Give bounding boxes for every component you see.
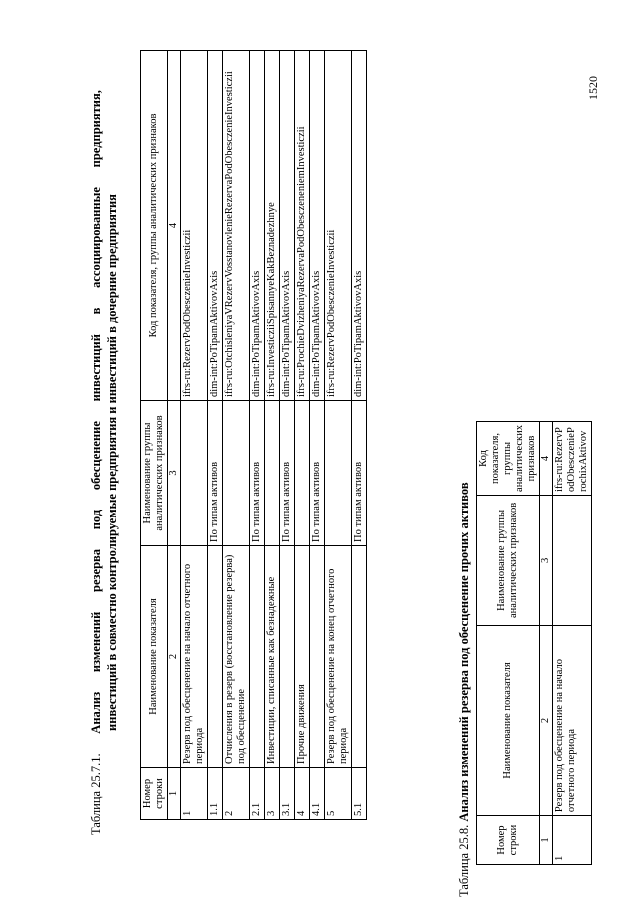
table1-row [223, 51, 250, 820]
table1 [140, 50, 367, 820]
table1-index-row [168, 51, 181, 820]
table1-cell: dim-int:PoTipamAktivovAxis [310, 51, 325, 401]
table1-header-cell: Наименование показателя [141, 546, 168, 768]
table1-cell [325, 401, 352, 546]
table1-caption-word: предприятия, [89, 90, 103, 168]
table1-header-cell: Номер строки [141, 768, 168, 820]
table1-cell [265, 401, 280, 546]
table1-cell: dim-int:PoTipamAktivovAxis [208, 51, 223, 401]
table2-row [553, 422, 592, 865]
table1-cell [295, 401, 310, 546]
table1-caption-word: изменений [89, 611, 103, 673]
table1-header-row [141, 51, 168, 820]
table1-cell [280, 546, 295, 768]
table2-index-cell: 1 [540, 816, 553, 865]
table2-caption-title: Анализ изменений резерва под обесценение прочих активов [457, 482, 471, 822]
table1-cell: 5 [325, 768, 352, 820]
table1-cell: 5.1 [352, 768, 367, 820]
table1-cell: 1 [181, 768, 208, 820]
table1-cell [250, 546, 265, 768]
table1-cell [223, 401, 250, 546]
table2-header-cell: Наименование показателя [477, 625, 540, 815]
table1-cell: ifrs-ru:RezervPodObesczenieInvesticzii [181, 51, 208, 401]
table1-cell: По типам активов [310, 401, 325, 546]
table2-cell: ifrs-ru:RezervPodObesczenieProchixAktivov [553, 422, 592, 496]
table1-caption-word: резерва [89, 548, 103, 592]
table1-cell: ifrs-ru:ProchieDvizheniyaRezervaPodObesczeneniemInvesticzii [295, 51, 310, 401]
table1-row [250, 51, 265, 820]
table1-row [181, 51, 208, 820]
table1-cell: dim-int:PoTipamAktivovAxis [250, 51, 265, 401]
table1-cell: 1.1 [208, 768, 223, 820]
table1-cell: 4 [295, 768, 310, 820]
table1-body [181, 51, 367, 820]
table1-caption-word: ассоциированные [89, 187, 103, 288]
table2-header-cell: Номер строки [477, 816, 540, 865]
table1-cell: По типам активов [352, 401, 367, 546]
table1-index-cell: 1 [168, 768, 181, 820]
table1-index-cell: 3 [168, 401, 181, 546]
table1-caption-word: в [89, 307, 103, 315]
table2-index-cell: 4 [540, 422, 553, 496]
table2-header-cell: Код показателя, группы аналитических признаков [477, 422, 540, 496]
table2-index-row [540, 422, 553, 865]
table1-cell: dim-int:PoTipamAktivovAxis [352, 51, 367, 401]
table1-cell: ifrs-ru:OtchisleniyaVRezervVosstanovlenieRezervaPodObesczenieInvesticzii [223, 51, 250, 401]
table1-header-cell: Наименование группы аналитических признаков [141, 401, 168, 546]
table1-cell: dim-int:PoTipamAktivovAxis [280, 51, 295, 401]
table1-index-cell: 4 [168, 51, 181, 401]
table1-caption-line2: инвестиций в совместно контролируемые предприятия и инвестиций в дочерние предприятия [105, 194, 119, 731]
table1-caption-line1 [88, 90, 104, 835]
table2-caption-prefix: Таблица 25.8. [457, 824, 471, 897]
table2-cell: Резерв под обесценение на начало отчетного периода [553, 625, 592, 815]
table1-cell: 2.1 [250, 768, 265, 820]
table1-cell [181, 401, 208, 546]
table1-row [352, 51, 367, 820]
table1-cell: Инвестиции, списанные как безнадежные [265, 546, 280, 768]
table2-cell: 1 [553, 816, 592, 865]
table1-cell: Отчисления в резерв (восстановление резерва) под обесценение [223, 546, 250, 768]
table1-row [280, 51, 295, 820]
table1-cell: ifrs-ru:InvesticziiSpisannyeKakBeznadezhnye [265, 51, 280, 401]
table1-cell: 4.1 [310, 768, 325, 820]
table1-caption-word: обесценение [89, 421, 103, 491]
table2-header-cell: Наименование группы аналитических признаков [477, 495, 540, 625]
table1-cell: Прочие движения [295, 546, 310, 768]
table1-row [295, 51, 310, 820]
table1-cell: По типам активов [280, 401, 295, 546]
table2 [476, 421, 592, 865]
table1-caption-word: под [89, 509, 103, 530]
table1-cell [208, 546, 223, 768]
table1-caption-word: инвестиций [89, 334, 103, 402]
table1-cell [310, 546, 325, 768]
table1-cell: Резерв под обесценение на начало отчетного периода [181, 546, 208, 768]
table1-index-cell: 2 [168, 546, 181, 768]
table1-row [310, 51, 325, 820]
table1-row [325, 51, 352, 820]
table1-cell: 3.1 [280, 768, 295, 820]
table1-cell [352, 546, 367, 768]
table1-caption-word: Анализ [89, 691, 103, 734]
table1-cell: 2 [223, 768, 250, 820]
table2-body [553, 422, 592, 865]
table1-cell: По типам активов [208, 401, 223, 546]
table1-caption [88, 90, 120, 835]
table1-cell: 3 [265, 768, 280, 820]
table1-row [265, 51, 280, 820]
table1-caption-prefix: Таблица 25.7.1. [89, 753, 103, 835]
table2-cell [553, 495, 592, 625]
table2-header-row [477, 422, 540, 865]
table2-index-cell: 2 [540, 625, 553, 815]
table1-header-cell: Код показателя, группы аналитических признаков [141, 51, 168, 401]
table1-cell: ifrs-ru:RezervPodObesczenieInvesticzii [325, 51, 352, 401]
table1-cell: Резерв под обесценение на конец отчетного периода [325, 546, 352, 768]
table2-index-cell: 3 [540, 495, 553, 625]
table2-caption [456, 337, 472, 897]
table1-cell: По типам активов [250, 401, 265, 546]
table1-row [208, 51, 223, 820]
page-number: 1520 [586, 76, 600, 100]
